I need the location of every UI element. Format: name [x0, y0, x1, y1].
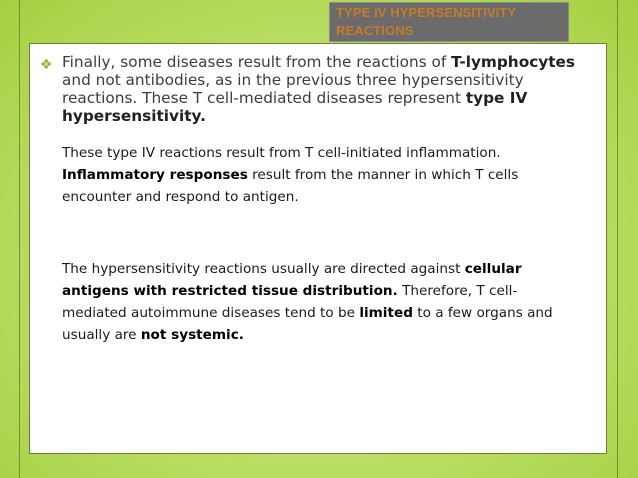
- bullet-text: [62, 53, 600, 125]
- paragraph-distribution: [62, 258, 562, 346]
- bullet-item: [40, 53, 600, 125]
- para2-bold-c: not systemic.: [140, 327, 244, 343]
- para2-mid2: to a few organs and usually are: [62, 305, 553, 343]
- fleuron-bullet-icon: ❖: [40, 57, 53, 73]
- slide-title: TYPE IV HYPERSENSITIVITY REACTIONS: [329, 2, 569, 42]
- bullet-seg-4: type IV hypersensitivity.: [62, 89, 528, 125]
- paragraph-inflammation: [62, 142, 562, 208]
- bullet-seg-2: T-lymphocytes: [451, 53, 576, 71]
- para2-mid: Therefore, T cell-mediated autoimmune diseases tend to be: [62, 283, 518, 321]
- para2-bold-a: cellular antigens with restricted tissue distribution.: [62, 261, 522, 299]
- bullet-seg-3: and not antibodies, as in the previous three hypersensitivity reactions. These T cell-mediated diseases represent: [62, 71, 524, 107]
- para1-line1: These type IV reactions result from T cell-initiated inflammation.: [62, 145, 501, 161]
- bullet-seg-1: Finally, some diseases result from the reactions of: [62, 53, 452, 71]
- right-decor-rule: [617, 0, 618, 478]
- left-decor-rule: [19, 0, 20, 478]
- para2-bold-b: limited: [359, 305, 413, 321]
- para2-lead: The hypersensitivity reactions usually are directed against: [62, 261, 465, 277]
- para1-bold: Inflammatory responses: [62, 167, 248, 183]
- para1-rest: result from the manner in which T cells encounter and respond to antigen.: [62, 167, 519, 205]
